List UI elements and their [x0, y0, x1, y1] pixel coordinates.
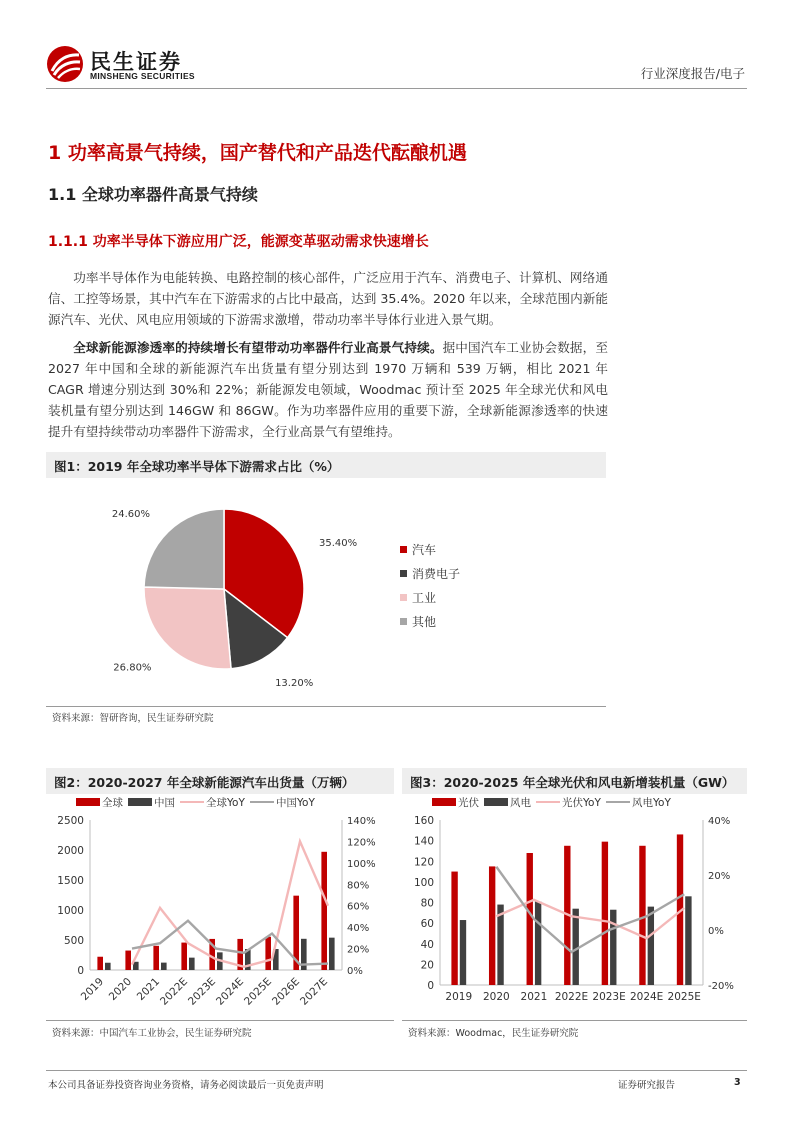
- footer-disclaimer: 本公司具备证券投资咨询业务资格，请务必阅读最后一页免责声明: [48, 1080, 324, 1091]
- bar-光伏: [639, 846, 645, 985]
- x-tick-label: 2025E: [242, 975, 275, 1008]
- paragraph-1-text: 功率半导体作为电能转换、电路控制的核心部件，广泛应用于汽车、消费电子、计算机、网络通信、工控等场景，其中汽车在下游需求的占比中最高，达到 35.4%。2020 年以来，全球范围内新能源汽车、光伏、风电应用领域的下游需求激增，带动功率半导体行业进入景气期。: [48, 270, 608, 327]
- y-tick-label: 500: [63, 935, 84, 947]
- page-number: 3: [734, 1077, 741, 1088]
- pie-value-label: 13.20%: [275, 677, 314, 689]
- section-title-h2: 1.1 全球功率器件高景气持续: [48, 185, 258, 204]
- footer-divider: [46, 1070, 747, 1071]
- legend-label: 风电YoY: [632, 797, 671, 809]
- x-tick-label: 2019: [78, 975, 107, 1004]
- x-tick-label: 2023E: [186, 975, 219, 1008]
- x-tick-label: 2025E: [667, 991, 701, 1003]
- figure-1-divider: [46, 706, 606, 707]
- legend-swatch: [432, 798, 456, 806]
- y2-tick-label: 20%: [347, 944, 370, 956]
- legend-label: 风电: [510, 797, 531, 809]
- page-header: [0, 0, 793, 90]
- y-tick-label: 80: [420, 897, 434, 910]
- bar-全球: [97, 957, 103, 970]
- x-tick-label: 2019: [445, 991, 473, 1003]
- y-tick-label: 160: [413, 815, 434, 827]
- legend-swatch: [76, 798, 100, 806]
- pie-slice-2: [144, 587, 231, 669]
- x-tick-label: 2020: [482, 991, 510, 1003]
- paragraph-2: [48, 337, 608, 442]
- bar-全球: [265, 937, 271, 970]
- y2-tick-label: 40%: [708, 816, 731, 827]
- bar-全球: [321, 852, 327, 970]
- y-tick-label: 1000: [57, 905, 84, 917]
- x-tick-label: 2021: [520, 991, 548, 1003]
- y2-tick-label: 80%: [347, 880, 370, 892]
- bar-光伏: [602, 842, 608, 985]
- figure-1-chart: [46, 480, 606, 706]
- y2-tick-label: 60%: [347, 901, 370, 913]
- legend-swatch: [400, 570, 407, 577]
- y-tick-label: 140: [413, 835, 434, 848]
- y2-tick-label: 40%: [347, 923, 370, 935]
- bar-全球: [181, 943, 187, 970]
- legend-label: 工业: [412, 591, 437, 605]
- y-tick-label: 20: [420, 959, 434, 972]
- figure-3-source: 资料来源：Woodmac，民生证券研究院: [408, 1028, 579, 1039]
- report-type: 行业深度报告/电子: [640, 66, 745, 81]
- bar-风电: [573, 909, 579, 985]
- legend-label: 全球YoY: [206, 797, 245, 809]
- figure-3-chart: [402, 794, 747, 1018]
- bar-中国: [329, 938, 335, 970]
- figure-1-title: 图1：2019 年全球功率半导体下游需求占比（%）: [46, 452, 606, 478]
- legend-swatch: [128, 798, 152, 806]
- bar-风电: [460, 920, 466, 985]
- pv-wind-chart: [402, 794, 747, 1018]
- pie-chart: [46, 480, 606, 706]
- logo-cn: 民生证券: [90, 50, 182, 74]
- x-tick-label: 2023E: [592, 991, 626, 1003]
- x-tick-label: 2020: [106, 975, 135, 1004]
- legend-swatch: [400, 546, 407, 553]
- legend-swatch: [400, 594, 407, 601]
- minsheng-logo-icon: [46, 45, 84, 83]
- y2-tick-label: 120%: [347, 837, 376, 849]
- header-divider: [46, 88, 747, 89]
- logo-en: MINSHENG SECURITIES: [90, 71, 195, 81]
- y-tick-label: 2000: [57, 845, 84, 857]
- legend-label: 中国: [154, 797, 175, 809]
- figure-1-source: 资料来源：智研咨询，民生证券研究院: [52, 713, 214, 724]
- figure-2-source: 资料来源：中国汽车工业协会，民生证券研究院: [52, 1028, 252, 1039]
- y-tick-label: 60: [420, 918, 434, 931]
- y2-tick-label: 0%: [347, 966, 363, 977]
- y-tick-label: 1500: [57, 875, 84, 887]
- y-tick-label: 100: [413, 876, 434, 889]
- y2-tick-label: 100%: [347, 858, 376, 870]
- section-title-h1: 1 功率高景气持续，国产替代和产品迭代酝酿机遇: [48, 142, 467, 164]
- line-风电YoY: [496, 867, 684, 952]
- x-tick-label: 2027E: [298, 975, 331, 1008]
- legend-label: 中国YoY: [276, 797, 315, 809]
- pie-value-label: 24.60%: [111, 509, 150, 521]
- y-tick-label: 120: [413, 856, 434, 869]
- bar-全球: [153, 946, 159, 970]
- bar-中国: [161, 963, 167, 970]
- y-tick-label: 40: [420, 938, 434, 951]
- bar-风电: [535, 901, 541, 985]
- ev-shipments-chart: [46, 794, 394, 1018]
- bar-中国: [105, 963, 111, 970]
- x-tick-label: 2024E: [214, 975, 247, 1008]
- bar-中国: [189, 958, 195, 970]
- figure-2-title: 图2：2020-2027 年全球新能源汽车出货量（万辆）: [46, 768, 394, 794]
- y-tick-label: 2500: [57, 815, 84, 827]
- bar-风电: [610, 910, 616, 985]
- x-tick-label: 2021: [134, 975, 163, 1004]
- paragraph-2-lead: 全球新能源渗透率的持续增长有望带动功率器件行业高景气持续。: [73, 340, 443, 355]
- legend-label: 光伏: [458, 797, 479, 809]
- y-tick-label: 0: [427, 980, 434, 992]
- section-title-h3: 1.1.1 功率半导体下游应用广泛，能源变革驱动需求快速增长: [48, 234, 429, 250]
- legend-label: 汽车: [412, 543, 437, 557]
- pie-value-label: 35.40%: [319, 538, 358, 550]
- y2-tick-label: 0%: [708, 926, 724, 937]
- paragraph-1: [48, 267, 608, 330]
- bar-光伏: [451, 872, 457, 985]
- bar-风电: [648, 907, 654, 985]
- x-tick-label: 2022E: [158, 975, 191, 1008]
- y2-tick-label: 140%: [347, 816, 376, 827]
- figure-3-divider: [402, 1020, 747, 1021]
- pie-value-label: 26.80%: [113, 662, 152, 674]
- figure-2-divider: [46, 1020, 394, 1021]
- bar-全球: [125, 951, 131, 970]
- legend-label: 全球: [102, 797, 123, 809]
- y-tick-label: 0: [77, 965, 84, 977]
- x-tick-label: 2026E: [270, 975, 303, 1008]
- bar-风电: [685, 896, 691, 985]
- legend-swatch: [400, 618, 407, 625]
- pie-slice-3: [144, 509, 224, 589]
- figure-2-chart: [46, 794, 394, 1018]
- legend-swatch: [484, 798, 508, 806]
- legend-label: 消费电子: [412, 567, 461, 581]
- bar-光伏: [527, 853, 533, 985]
- y2-tick-label: -20%: [708, 981, 734, 992]
- bar-光伏: [489, 866, 495, 985]
- x-tick-label: 2024E: [629, 991, 664, 1003]
- x-tick-label: 2022E: [554, 991, 589, 1003]
- figure-3-title: 图3：2020-2025 年全球光伏和风电新增装机量（GW）: [402, 768, 747, 794]
- y2-tick-label: 20%: [708, 871, 731, 882]
- legend-label: 光伏YoY: [562, 797, 601, 809]
- paragraph-2-text: 据中国汽车工业协会数据，至 2027 年中国和全球的新能源汽车出货量有望分别达到 1970 万辆和 539 万辆，相比 2021 年 CAGR 增速分别达到 30%和 22%；新能源发电领域，Woodmac 预计至 2025 年全球光伏和风电装机量有望分别达到 146GW 和 86GW。作为功率器件应用的重要下游，全球新能源渗透率的快速提升有望持续带动功率器件下游需求，全行业高景气有望维持。: [48, 340, 609, 439]
- footer-label: 证券研究报告: [618, 1080, 676, 1091]
- legend-label: 其他: [412, 615, 437, 629]
